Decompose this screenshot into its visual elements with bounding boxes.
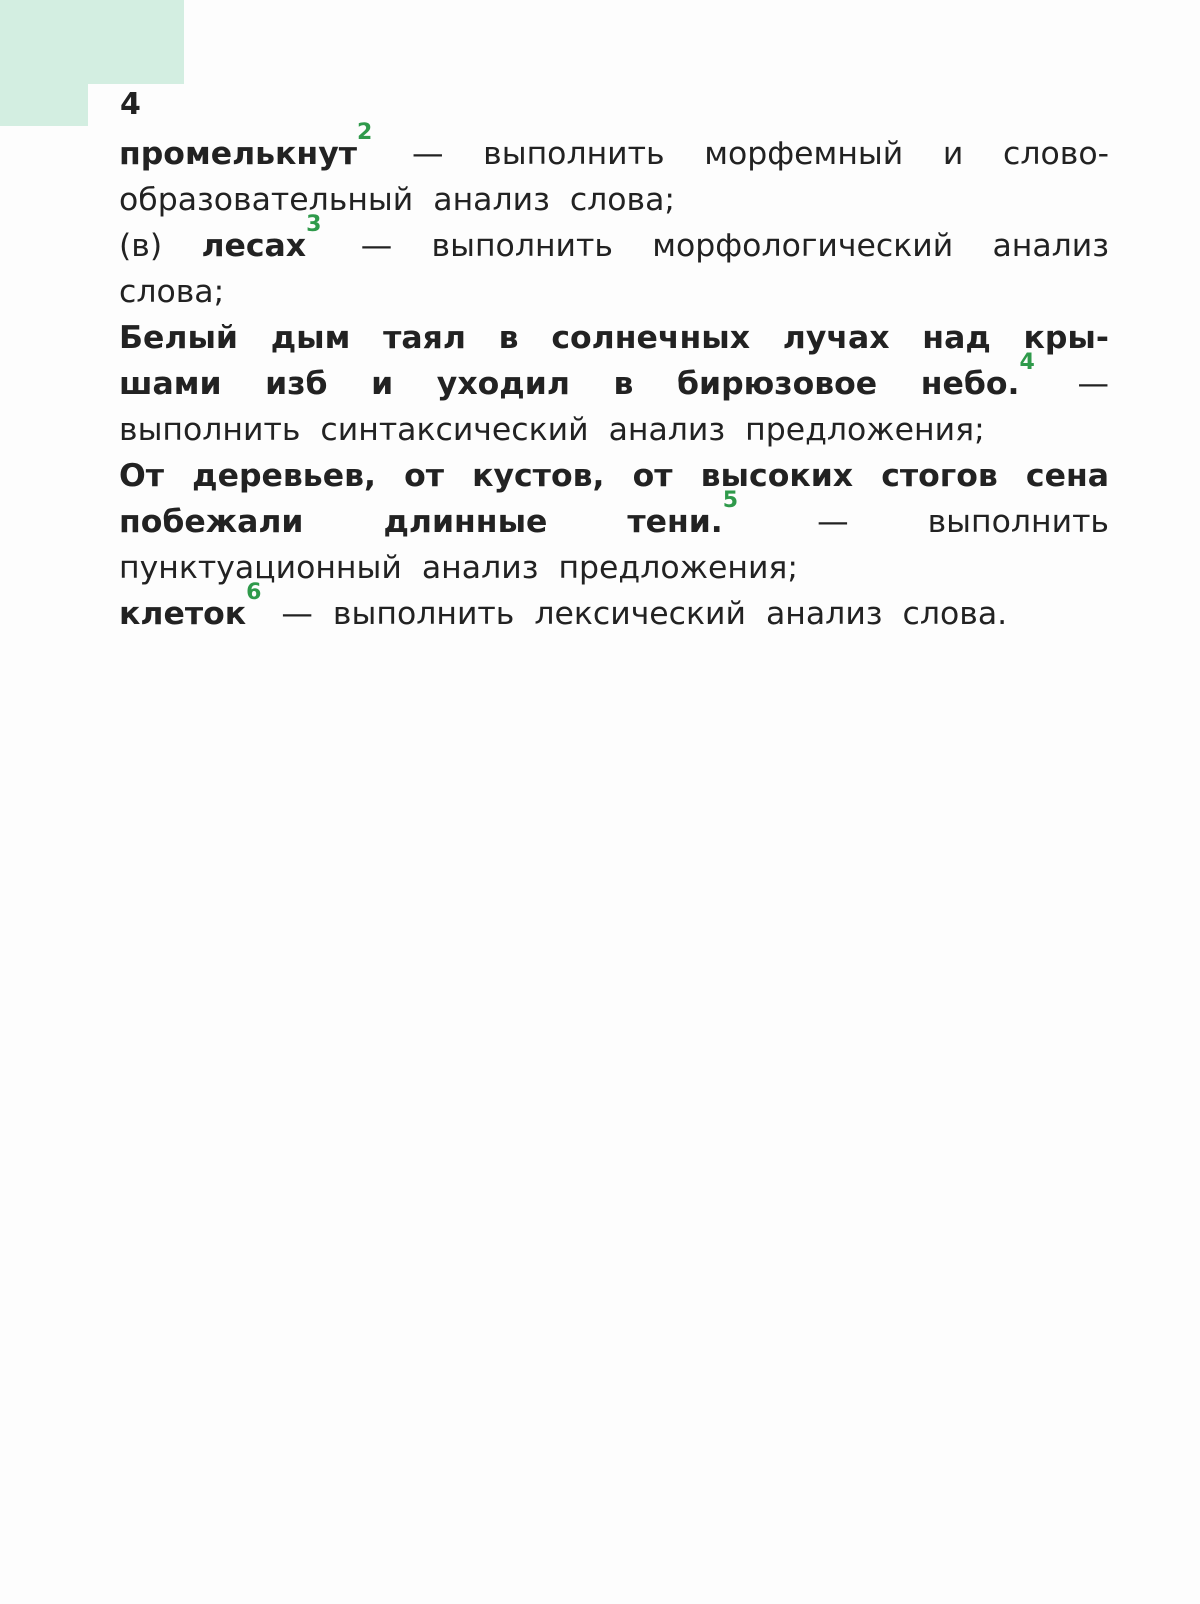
corner-decoration-tab — [0, 84, 88, 126]
page-number: 4 — [120, 87, 141, 122]
entry-term: лесах — [201, 228, 307, 264]
entry-instruction: — выполнить морфемный и словообразовательный анализ слова; — [119, 136, 1109, 218]
entry-instruction: — выполнить пунктуационный анализ предложения; — [119, 504, 1109, 586]
entry-instruction: — выполнить синтаксический анализ предложения; — [119, 366, 1109, 448]
footnote-marker: 2 — [357, 119, 373, 145]
entry-lexical — [119, 579, 1109, 637]
entry-instruction: — выполнить лексический анализ слова. — [261, 596, 1008, 632]
entry-term: клеток — [119, 596, 247, 632]
footnote-marker: 5 — [722, 487, 739, 513]
entry-term: промелькнут — [119, 136, 357, 172]
entry-term: Белый дым таял в солнечных лучах над крышами изб и уходил в бирюзовое небо. — [119, 320, 1109, 402]
entry-prefix: (в) — [119, 228, 202, 264]
corner-decoration — [0, 0, 184, 84]
entry-instruction: — выполнить морфологический анализ слова; — [119, 228, 1110, 310]
entry-term: От деревьев, от кустов, от высоких стогов сена побежали длинные тени. — [119, 458, 1109, 540]
entry-morphological — [119, 211, 1110, 315]
entry-morphemic — [119, 119, 1109, 223]
exercise-text — [119, 119, 1110, 637]
footnote-marker: 6 — [246, 579, 262, 605]
entry-syntactic — [119, 315, 1109, 453]
footnote-marker: 4 — [1019, 349, 1035, 375]
entry-punctuation — [119, 453, 1109, 591]
footnote-marker: 3 — [306, 211, 322, 237]
